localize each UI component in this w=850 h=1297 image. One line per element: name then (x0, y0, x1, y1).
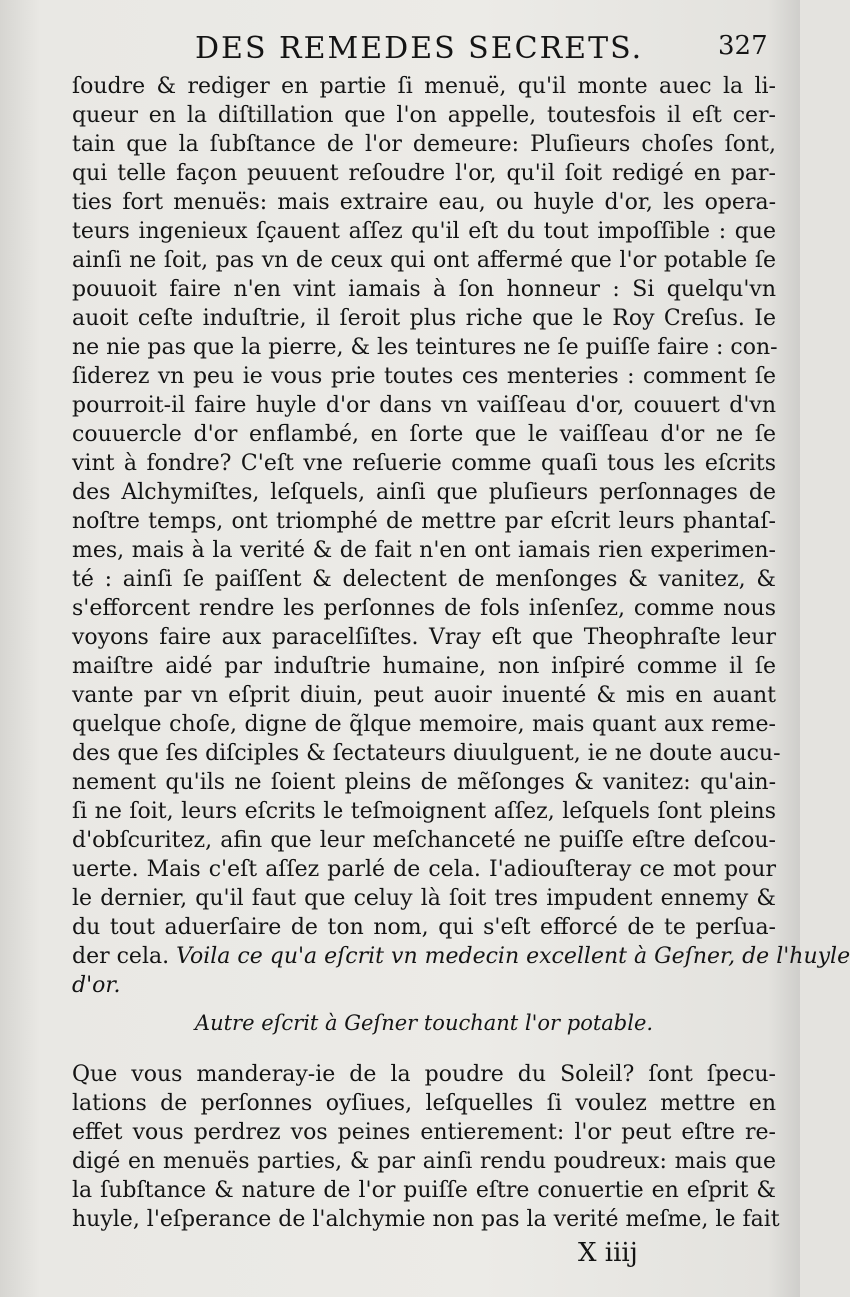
text-line: auoit ceſte induſtrie, il ſeroit plus riche que le Roy Creſus. Ie (72, 306, 776, 331)
text-line: pourroit-il faire huyle d'or dans vn vaiſſeau d'or, couuert d'vn (72, 393, 776, 418)
text-line: digé en menuës parties, & par ainſi rendu poudreux: mais que (72, 1149, 776, 1174)
text-line: té : ainſi ſe paiſſent & delectent de menſonges & vanitez, & (72, 567, 776, 592)
text-line-mixed (72, 942, 850, 971)
text-line: tain que la ſubſtance de l'or demeure: Pluſieurs choſes ſont, (72, 132, 776, 157)
page-header (0, 24, 800, 74)
text-line: ainſi ne ſoit, pas vn de ceux qui ont affermé que l'or potable ſe (72, 248, 776, 273)
text-line: ſoudre & rediger en partie ſi menuë, qu'il monte auec la li- (72, 74, 776, 99)
second-paragraph (72, 1060, 780, 1234)
text-line: nement qu'ils ne ſoient pleins de mẽſonges & vanitez: qu'ain- (72, 770, 776, 795)
text-line: ne nie pas que la pierre, & les teintures ne ſe puiſſe faire : con- (72, 335, 778, 360)
closing-italic-note: Voila ce qu'a eſcrit vn medecin excellent à Geſner, de l'huyle (176, 944, 850, 969)
text-line: ſiderez vn peu ie vous prie toutes ces menteries : comment ſe (72, 364, 776, 389)
text-line: du tout aduerſaire de ton nom, qui s'eſt efforcé de te perſua- (72, 915, 776, 940)
text-line (72, 971, 776, 1000)
text-line: qui telle façon peuuent reſoudre l'or, qu'il ſoit redigé en par- (72, 161, 776, 186)
section-heading: Autre eſcrit à Geſner touchant l'or potable. (194, 1011, 654, 1035)
text-line: quelque choſe, digne de q̃lque memoire, mais quant aux reme- (72, 712, 776, 737)
closing-italic-note-end: d'or. (72, 973, 121, 998)
signature-mark: X iiij (578, 1238, 638, 1268)
text-line: pouuoit faire n'en vint iamais à ſon honneur : Si quelqu'vn (72, 277, 776, 302)
running-title: DES REMEDES SECRETS. (195, 31, 644, 66)
text-line: teurs ingenieux ſçauent aſſez qu'il eſt du tout impoſſible : que (72, 219, 776, 244)
text-line: couuercle d'or enflambé, en ſorte que le vaiſſeau d'or ne ſe (72, 422, 776, 447)
text-line: queur en la diſtillation que l'on appelle, toutesfois il eſt cer- (72, 103, 776, 128)
text-line: ties fort menuës: mais extraire eau, ou huyle d'or, les opera- (72, 190, 776, 215)
text-line: ſi ne ſoit, leurs eſcrits le teſmoignent aſſez, leſquels ſont pleins (72, 799, 776, 824)
text-line: huyle, l'eſperance de l'alchymie non pas la verité meſme, le fait (72, 1207, 780, 1232)
text-line: maiſtre aidé par induſtrie humaine, non inſpiré comme il ſe (72, 654, 776, 679)
text-line: s'efforcent rendre les perſonnes de fols inſenſez, comme nous (72, 596, 776, 621)
main-paragraph (72, 72, 850, 1000)
text-line: effet vous perdrez vos peines entierement: l'or peut eſtre re- (72, 1120, 776, 1145)
text-line: voyons faire aux paracelſiſtes. Vray eſt que Theophraſte leur (72, 625, 776, 650)
text-line: vint à fondre? C'eſt vne reſuerie comme quaſi tous les eſcrits (72, 451, 776, 476)
text-line: mes, mais à la verité & de fait n'en ont iamais rien experimen- (72, 538, 776, 563)
text-line-end: der cela. (72, 944, 170, 969)
text-line: d'obſcuritez, afin que leur meſchanceté ne puiſſe eſtre deſcou- (72, 828, 776, 853)
text-line: le dernier, qu'il faut que celuy là ſoit tres impudent ennemy & (72, 886, 776, 911)
text-line: vante par vn eſprit diuin, peut auoir inuenté & mis en auant (72, 683, 776, 708)
text-line: des Alchymiſtes, leſquels, ainſi que pluſieurs perſonnages de (72, 480, 776, 505)
text-line: des que ſes diſciples & ſectateurs diuulguent, ie ne doute aucu- (72, 741, 781, 766)
page-number: 327 (718, 31, 768, 61)
text-line: noſtre temps, ont triomphé de mettre par eſcrit leurs phantaſ- (72, 509, 776, 534)
text-line: lations de perſonnes oyſiues, leſquelles ſi voulez mettre en (72, 1091, 776, 1116)
text-line: uerte. Mais c'eſt aſſez parlé de cela. I'adiouſteray ce mot pour (72, 857, 776, 882)
text-line: la ſubſtance & nature de l'or puiſſe eſtre conuertie en eſprit & (72, 1178, 776, 1203)
text-line: Que vous manderay-ie de la poudre du Soleil? ſont ſpecu- (72, 1062, 776, 1087)
